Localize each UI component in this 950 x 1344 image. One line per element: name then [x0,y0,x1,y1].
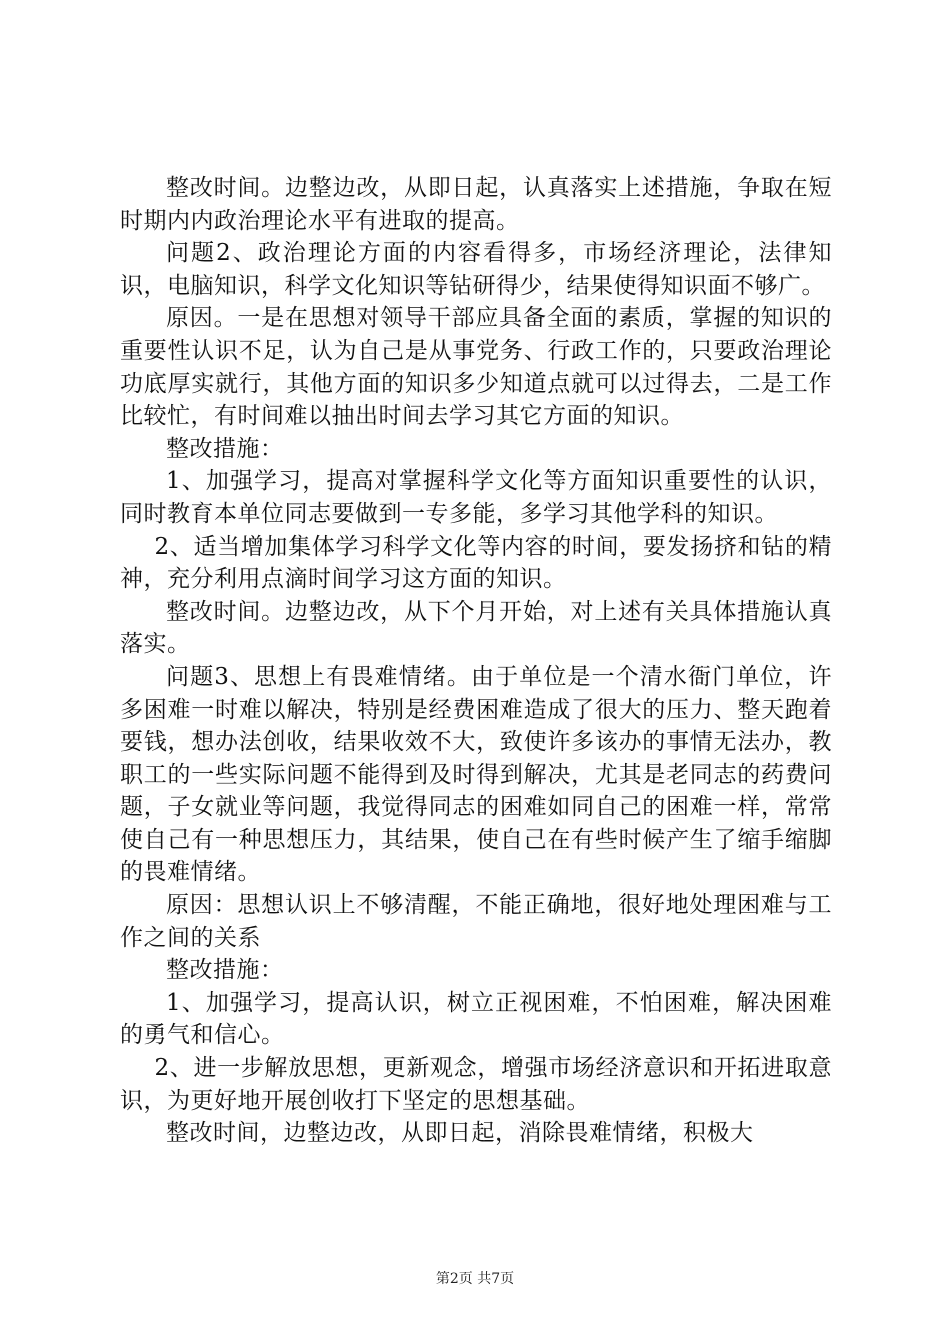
paragraph-rectification-time-1: 整改时间。边整边改，从即日起，认真落实上述措施，争取在短时期内内政治理论水平有进取的提高。 [120,175,832,234]
paragraph-problem-3: 问题3、思想上有畏难情绪。由于单位是一个清水衙门单位，许多困难一时难以解决，特别是经费困难造成了很大的压力、整天跑着要钱，想办法创收，结果收效不大，致使许多该办的事情无法办，教职工的一些实际问题不能得到及时得到解决，尤其是老同志的药费问题，子女就业等问题，我觉得同志的困难如同自己的困难一样，常常使自己有一种思想压力，其结果，使自己在有些时候产生了缩手缩脚的畏难情绪。 [120,663,832,886]
paragraph-measures-heading-1: 整改措施： [166,435,284,462]
paragraph-measures-heading-2: 整改措施： [166,957,284,984]
paragraph-measure-2-2: 2、进一步解放思想，更新观念，增强市场经济意识和开拓进取意识，为更好地开展创收打下坚定的思想基础。 [120,1055,832,1114]
paragraph-measure-1-2: 2、适当增加集体学习科学文化等内容的时间，要发扬挤和钻的精神，充分利用点滴时间学习这方面的知识。 [120,533,832,593]
paragraph-cause-1: 原因。一是在思想对领导干部应具备全面的素质，掌握的知识的重要性认识不足，认为自己是从事党务、行政工作的，只要政治理论功底厚实就行，其他方面的知识多少知道点就可以过得去，二是工作比较忙，有时间难以抽出时间去学习其它方面的知识。 [120,305,832,430]
paragraph-rectification-time-2: 整改时间。边整边改，从下个月开始，对上述有关具体措施认真落实。 [120,598,832,658]
paragraph-problem-2: 问题2、政治理论方面的内容看得多，市场经济理论，法律知识，电脑知识，科学文化知识等钻研得少，结果使得知识面不够广。 [120,240,832,299]
page-footer [0,1268,950,1288]
paragraph-cause-2: 原因：思想认识上不够清醒，不能正确地，很好地处理困难与工作之间的关系 [120,892,832,951]
document-body [120,172,832,1150]
paragraph-rectification-time-3: 整改时间，边整边改，从即日起，消除畏难情绪，积极大 [166,1120,754,1147]
paragraph-measure-1-1: 1、加强学习，提高对掌握科学文化等方面知识重要性的认识，同时教育本单位同志要做到一专多能，多学习其他学科的知识。 [120,468,832,527]
page-number: 第2页 共7页 [435,1271,515,1287]
paragraph-measure-2-1: 1、加强学习，提高认识，树立正视困难，不怕困难，解决困难的勇气和信心。 [120,989,832,1049]
